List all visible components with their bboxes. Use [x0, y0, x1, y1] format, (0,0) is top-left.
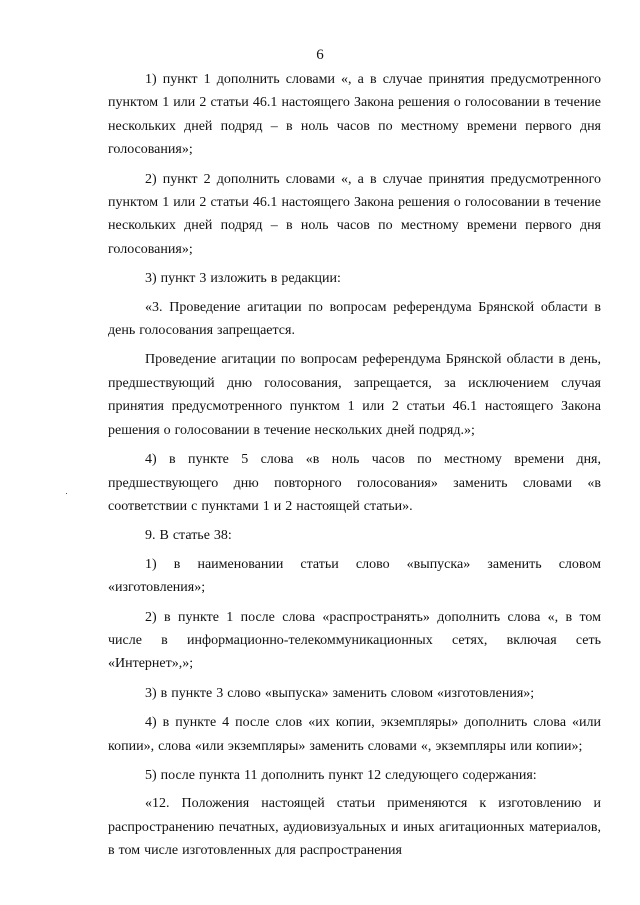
paragraph-item-3-point-3: 3) пункт 3 изложить в редакции:: [145, 271, 341, 287]
paragraph-quoted-point-3: «3. Проведение агитации по вопросам референдума Брянской области в день голосования запрещается.: [108, 299, 601, 339]
paragraph-article-38-item-3: 3) в пункте 3 слово «выпуска» заменить словом «изготовления»;: [145, 685, 535, 701]
paragraph-article-38-item-1: 1) в наименовании статьи слово «выпуска» заменить словом «изготовления»;: [108, 556, 601, 596]
paragraph-article-38-item-4: 4) в пункте 4 после слов «их копии, экземпляры» дополнить слова «или копии», слова «или экземпляры» заменить словами «, экземпляры или копии»;: [108, 715, 601, 754]
paragraph-article-38-item-5: 5) после пункта 11 дополнить пункт 12 следующего содержания:: [145, 767, 537, 783]
paragraph-item-1-point-1: 1) пункт 1 дополнить словами «, а в случае принятия предусмотренного пунктом 1 или 2 статьи 46.1 настоящего Закона решения о голосовании в течение нескольких дней подряд – в ноль часов по местному времени первого дня голосования»;: [108, 72, 601, 158]
document-body: [108, 68, 601, 869]
paragraph-item-4-point-5: 4) в пункте 5 слова «в ноль часов по местному времени дня, предшествующего дню повторного голосования» заменить словами «в соответствии с пунктами 1 и 2 настоящей статьи».: [108, 452, 601, 514]
paragraph-article-38-item-2: 2) в пункте 1 после слова «распространять» дополнить слова «, в том числе в информационно-телекоммуникационных сетях, включая сеть «Интернет»,»;: [108, 609, 601, 672]
paragraph-agitation-ban: Проведение агитации по вопросам референдума Брянской области в день, предшествующий дню голосования, запрещается, за исключением случая принятия предусмотренного пунктом 1 или 2 статьи 46.1 настоящего Закона решения о голосовании в течение нескольких дней подряд.»;: [108, 352, 601, 438]
page-number: 6: [316, 47, 324, 63]
paragraph-point-12-text: «12. Положения настоящей статьи применяются к изготовлению и распространению печатных, аудиовизуальных и иных агитационных материалов, в том числе изготовленных для распространения: [108, 796, 601, 859]
scan-margin-mark: [66, 493, 67, 494]
section-heading-article-38: 9. В статье 38:: [145, 528, 232, 544]
paragraph-item-2-point-2: 2) пункт 2 дополнить словами «, а в случае принятия предусмотренного пунктом 1 или 2 статьи 46.1 настоящего Закона решения о голосовании в течение нескольких дней подряд – в ноль часов по местному времени первого дня голосования»;: [108, 171, 601, 257]
